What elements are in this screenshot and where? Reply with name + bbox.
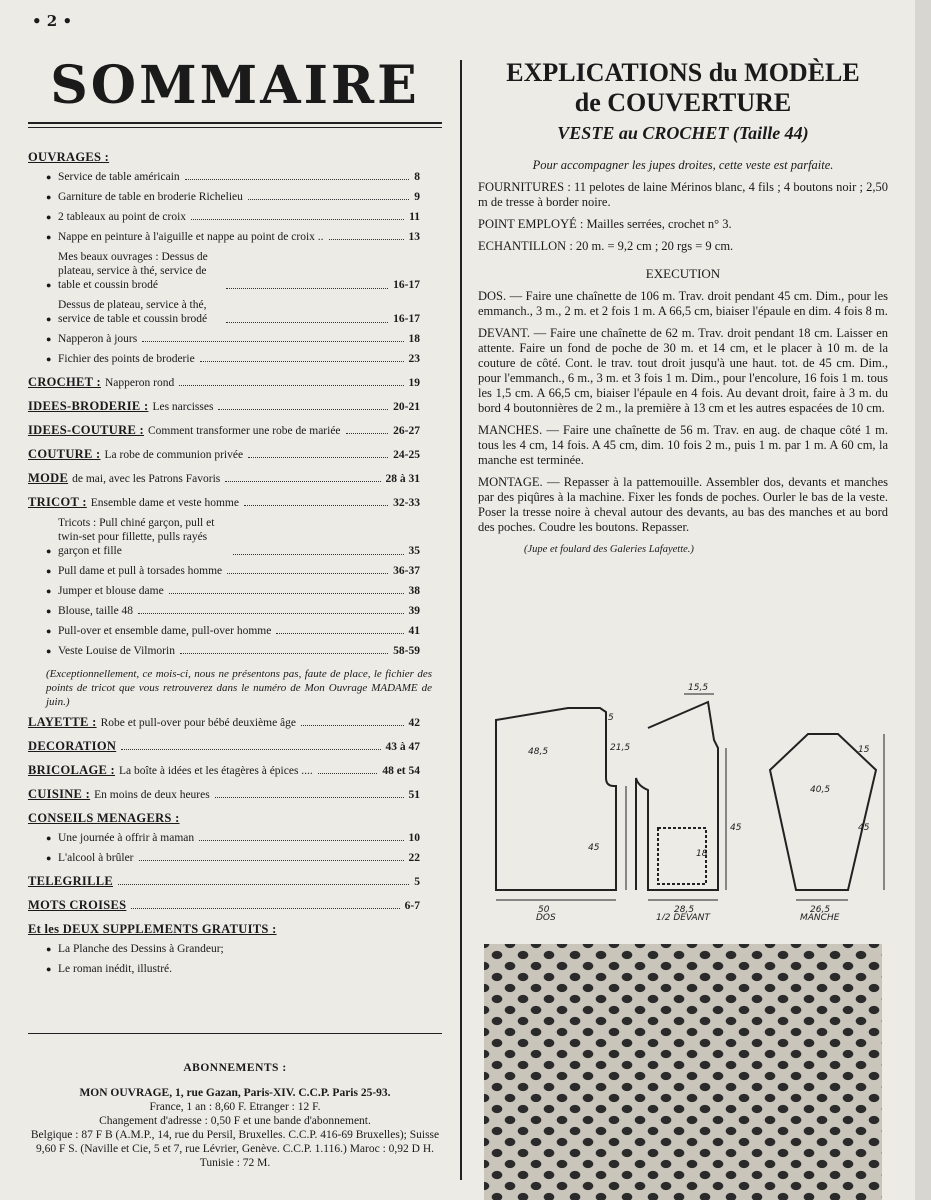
toc-page-number: 51: [408, 789, 420, 801]
execution-heading: EXECUTION: [645, 266, 721, 281]
explanations-body: [478, 158, 888, 557]
devant-paragraph: [478, 326, 888, 416]
page-number: • 2 •: [32, 12, 73, 30]
toc-section-heading: DECORATION: [28, 739, 117, 753]
toc-page-number: 28 à 31: [385, 473, 420, 485]
toc-item: [46, 959, 442, 979]
toc-section-text: Comment transformer une robe de mariée: [147, 425, 341, 437]
toc-page-number: 23: [408, 353, 420, 365]
toc-page-number: 10: [408, 832, 420, 844]
bullet-icon: ●: [46, 192, 52, 202]
toc-item-text: La Planche des Dessins à Grandeur;: [58, 943, 224, 955]
echantillon-label: ECHANTILLON: [478, 239, 567, 253]
dim-45-manche: 45: [858, 823, 870, 833]
toc-section-row: [28, 896, 442, 916]
point-paragraph: [478, 217, 888, 232]
echantillon-paragraph: [478, 239, 888, 254]
intro-text: Pour accompagner les jupes droites, cette veste est parfaite.: [532, 158, 834, 172]
toc-leader-dots: [301, 725, 403, 726]
bullet-icon: ●: [46, 172, 52, 182]
toc-item-text: L'alcool à brûler: [58, 852, 134, 864]
toc-leader-dots: [142, 341, 403, 342]
toc-section: [28, 445, 442, 465]
toc-leader-dots: [185, 179, 410, 180]
explanations-subtitle: VESTE au CROCHET (Taille 44): [557, 123, 809, 143]
devant-label: DEVANT.: [478, 326, 530, 340]
toc-section-heading: CROCHET :: [28, 375, 101, 389]
toc-page-number: 48 et 54: [382, 765, 420, 777]
toc-page-number: 39: [408, 605, 420, 617]
toc-page-number: 13: [408, 231, 420, 243]
subscriptions-line: France, 1 an : 8,60 F. Etranger : 12 F.: [149, 1101, 321, 1113]
dim-50: 50: [538, 905, 550, 915]
toc-page-number: 18: [408, 333, 420, 345]
toc-section-row: [28, 148, 442, 167]
page-edge: [915, 0, 931, 1200]
toc-section-text: Napperon rond: [104, 377, 175, 389]
toc-leader-dots: [138, 613, 403, 614]
toc-page-number: 24-25: [393, 449, 420, 461]
subscriptions-line: Changement d'adresse : 0,50 F et une bande d'abonnement.: [99, 1115, 371, 1127]
toc-page-number: 16-17: [393, 313, 420, 325]
label-manche: MANCHE: [800, 913, 840, 920]
crochet-stitch-photo: [484, 944, 882, 1200]
toc-section: [28, 469, 442, 489]
summary-title: SOMMAIRE: [50, 55, 420, 116]
explanations-column: [478, 58, 888, 557]
fournitures-text: : 11 pelotes de laine Mérinos blanc, 4 fils ; 4 boutons noir ; 2,50 m de tresse à border noire.: [478, 180, 888, 209]
toc-section-heading: MODE: [28, 471, 69, 485]
toc-section: [28, 373, 442, 393]
bullet-icon: ●: [46, 626, 52, 636]
toc-page-number: 32-33: [393, 497, 420, 509]
toc-leader-dots: [200, 361, 404, 362]
toc-section-text: La robe de communion privée: [104, 449, 244, 461]
label-devant: 1/2 DEVANT: [656, 913, 710, 920]
toc-page-number: 6-7: [404, 900, 420, 912]
toc-page-number: 20-21: [393, 401, 420, 413]
toc-page-number: 11: [409, 211, 420, 223]
title-rule-thin: [28, 127, 442, 128]
dos-text: — Faire une chaînette de 106 m. Trav. droit pendant 45 cm. Dim., pour les emmanch., 3 m., 2 m. et 2 fois 1 m. A 66,5 cm, biaiser l'épaule en dim. 4 fois 8 m.: [478, 289, 888, 318]
toc-item-text: Jumper et blouse dame: [58, 585, 164, 597]
toc-item: [46, 227, 442, 247]
toc-section-row: [28, 761, 442, 781]
toc-section-row: [28, 872, 442, 892]
dim-15-5: 15,5: [688, 683, 709, 693]
toc-section-row: [28, 445, 442, 465]
toc-page-number: 42: [408, 717, 420, 729]
toc-leader-dots: [180, 653, 388, 654]
toc-page-number: 36-37: [393, 565, 420, 577]
toc-section-row: [28, 397, 442, 417]
manches-paragraph: [478, 423, 888, 468]
toc-item: [46, 939, 442, 959]
dim-28-5: 28,5: [674, 905, 695, 915]
summary-column: [28, 50, 442, 979]
toc-item-text: Mes beaux ouvrages : Dessus de plateau, service à thé, service de table et coussin brodé: [58, 251, 208, 291]
montage-text: — Repasser à la pattemouille. Assembler dos, devants et manches par des piqûres à la machine. Fixer les fonds de poches. Ourler le bas de la veste. Poser la tresse noire à cheval autour des devants, au bas des manches et au bord des poches. Coudre les boutons. Repasser.: [478, 475, 888, 534]
bullet-icon: ●: [46, 546, 52, 556]
toc-leader-dots: [226, 288, 389, 289]
title-rule: [28, 122, 442, 124]
subscriptions-rule: [28, 1033, 442, 1034]
toc-section-row: [28, 785, 442, 805]
toc-item: [46, 621, 442, 641]
toc-item-list: [46, 939, 442, 979]
toc-leader-dots: [346, 433, 389, 434]
toc-page-number: 5: [414, 876, 420, 888]
toc-section-heading: BRICOLAGE :: [28, 763, 115, 777]
toc-section: [28, 421, 442, 441]
toc-section-row: [28, 373, 442, 393]
bullet-icon: ●: [46, 964, 52, 974]
toc-section: [28, 737, 442, 757]
bullet-icon: ●: [46, 944, 52, 954]
toc-item: [46, 207, 442, 227]
dos-piece: [496, 708, 616, 890]
toc-leader-dots: [199, 840, 403, 841]
bullet-icon: ●: [46, 586, 52, 596]
toc-leader-dots: [139, 860, 404, 861]
dim-21-5: 21,5: [610, 743, 631, 753]
toc-item: [46, 167, 442, 187]
toc-section: [28, 148, 442, 369]
toc-section-heading: COUTURE :: [28, 447, 101, 461]
toc-item-list: [46, 828, 442, 868]
toc-item-text: Le roman inédit, illustré.: [58, 963, 173, 975]
subscriptions-title: ABONNEMENTS :: [183, 1062, 287, 1074]
bullet-icon: ●: [46, 232, 52, 242]
point-text: : Mailles serrées, crochet n° 3.: [576, 217, 732, 231]
toc-leader-dots: [225, 481, 380, 482]
toc-page-number: 41: [408, 625, 420, 637]
toc-leader-dots: [218, 409, 388, 410]
toc-leader-dots: [215, 797, 404, 798]
manche-piece: [770, 734, 876, 890]
toc-item-text: Service de table américain: [58, 171, 180, 183]
toc-leader-dots: [329, 239, 404, 240]
label-dos: DOS: [536, 913, 556, 920]
toc-item: [46, 329, 442, 349]
toc-section: [28, 785, 442, 805]
toc-item-text: Pull-over et ensemble dame, pull-over homme: [58, 625, 272, 637]
toc-item: [46, 247, 442, 295]
toc-section-heading: IDEES-BRODERIE :: [28, 399, 149, 413]
toc-section-row: [28, 737, 442, 757]
bullet-icon: ●: [46, 646, 52, 656]
toc-page-number: 9: [414, 191, 420, 203]
dos-label: DOS.: [478, 289, 507, 303]
toc-leader-dots: [248, 199, 409, 200]
toc-item-text: Tricots : Pull chiné garçon, pull et twin-set pour fillette, pulls rayés garçon et fille: [58, 517, 215, 557]
subscriptions-block: [28, 1030, 442, 1170]
toc-item: [46, 641, 442, 661]
bullet-icon: ●: [46, 833, 52, 843]
toc-section-heading: MOTS CROISES: [28, 898, 127, 912]
toc-item-text: Veste Louise de Vilmorin: [58, 645, 175, 657]
toc-item: [46, 561, 442, 581]
toc-item-text: Nappe en peinture à l'aiguille et nappe au point de croix ..: [58, 231, 324, 243]
toc-leader-dots: [118, 884, 409, 885]
toc-section-text: de mai, avec les Patrons Favoris: [72, 473, 221, 485]
toc-leader-dots: [318, 773, 378, 774]
dim-15: 15: [858, 745, 870, 755]
toc-section-text: La boîte à idées et les étagères à épices ....: [119, 765, 313, 777]
toc-section-text: Robe et pull-over pour bébé deuxième âge: [100, 717, 297, 729]
toc-section-row: [28, 920, 442, 939]
toc-item-text: 2 tableaux au point de croix: [58, 211, 187, 223]
toc-section-text: Les narcisses: [152, 401, 214, 413]
explanations-title: EXPLICATIONS du MODÈLE: [506, 58, 860, 87]
explanations-title-line2: de COUVERTURE: [574, 88, 792, 117]
toc-section-row: [28, 713, 442, 733]
toc-leader-dots: [227, 573, 388, 574]
toc-leader-dots: [248, 457, 388, 458]
table-of-contents: [28, 148, 442, 979]
toc-item: [46, 601, 442, 621]
toc-item: [46, 187, 442, 207]
toc-section-text: Ensemble dame et veste homme: [90, 497, 239, 509]
toc-section-heading: IDEES-COUTURE :: [28, 423, 144, 437]
toc-section-heading: CUISINE :: [28, 787, 91, 801]
pattern-diagram: [488, 680, 888, 920]
toc-section-heading: TELEGRILLE: [28, 874, 113, 888]
manches-text: — Faire une chaînette de 56 m. Trav. en aug. de chaque côté 1 m. tous les 4 cm, 14 fois. A 45 cm, dim. 10 fois 2 m., puis 1 m. par 1 m. A 60 cm, la manche est terminée.: [478, 423, 888, 467]
toc-section-row: [28, 493, 442, 513]
toc-section: [28, 896, 442, 916]
subscriptions-line: Belgique : 87 F B (A.M.P., 14, rue du Persil, Bruxelles. C.C.P. 416-69 Bruxelles); Suisse 9,60 F S. (Naville et Cie, 5 et 7, rue Lévrier, Genève. C.C.P. 1.116.) Maroc : 0,92 D H. Tunisie : 72 M.: [30, 1129, 440, 1169]
toc-page-number: 35: [408, 545, 420, 557]
toc-page-number: 22: [408, 852, 420, 864]
toc-item: [46, 581, 442, 601]
toc-item: [46, 295, 442, 329]
toc-item-text: Napperon à jours: [58, 333, 138, 345]
devant-piece: [636, 702, 718, 890]
toc-page-number: 16-17: [393, 279, 420, 291]
bullet-icon: ●: [46, 354, 52, 364]
fournitures-label: FOURNITURES: [478, 180, 565, 194]
toc-leader-dots: [244, 505, 388, 506]
dos-paragraph: [478, 289, 888, 319]
dim-48-5: 48,5: [528, 747, 549, 757]
toc-section: [28, 809, 442, 868]
toc-item-text: Pull dame et pull à torsades homme: [58, 565, 223, 577]
fournitures-paragraph: [478, 180, 888, 210]
toc-section: [28, 872, 442, 892]
credit-text: (Jupe et foulard des Galeries Lafayette.): [524, 544, 694, 555]
toc-item-text: Une journée à offrir à maman: [58, 832, 195, 844]
toc-item: [46, 349, 442, 369]
toc-item: [46, 828, 442, 848]
toc-item-list: [46, 167, 442, 369]
bullet-icon: ●: [46, 853, 52, 863]
montage-label: MONTAGE.: [478, 475, 543, 489]
pattern-diagram-svg: [488, 680, 888, 920]
toc-leader-dots: [226, 322, 389, 323]
toc-item: [46, 513, 442, 561]
bullet-icon: ●: [46, 280, 52, 290]
toc-leader-dots: [233, 554, 403, 555]
toc-item-text: Fichier des points de broderie: [58, 353, 195, 365]
point-label: POINT EMPLOYÉ: [478, 217, 577, 231]
toc-item: [46, 848, 442, 868]
bullet-icon: ●: [46, 566, 52, 576]
toc-page-number: 43 à 47: [385, 741, 420, 753]
dimension-lines: [496, 694, 884, 900]
subscriptions-line: MON OUVRAGE, 1, rue Gazan, Paris-XIV. C.C.P. Paris 25-93.: [79, 1087, 391, 1099]
bullet-icon: ●: [46, 212, 52, 222]
toc-section: [28, 713, 442, 733]
bullet-icon: ●: [46, 606, 52, 616]
toc-section: [28, 397, 442, 417]
toc-leader-dots: [131, 908, 399, 909]
dim-18: 18: [696, 849, 708, 859]
toc-leader-dots: [276, 633, 403, 634]
toc-section-row: [28, 421, 442, 441]
toc-page-number: 19: [408, 377, 420, 389]
dim-26-5: 26,5: [810, 905, 831, 915]
toc-leader-dots: [191, 219, 404, 220]
toc-section-heading: TRICOT :: [28, 495, 87, 509]
toc-leader-dots: [179, 385, 403, 386]
column-divider: [460, 60, 462, 1180]
toc-item-text: Dessus de plateau, service à thé, service de table et coussin brodé: [58, 299, 208, 325]
dim-40-5: 40,5: [810, 785, 831, 795]
toc-leader-dots: [169, 593, 404, 594]
tricot-note: (Exceptionnellement, ce mois-ci, nous ne présentons pas, faute de place, le fichier des points de tricot que vous retrouverez dans le numéro de Mon Ouvrage MADAME de juin.): [46, 668, 432, 708]
toc-section-heading: OUVRAGES :: [28, 150, 110, 164]
dim-5: 5: [608, 713, 614, 723]
toc-page-number: 8: [414, 171, 420, 183]
toc-page-number: 58-59: [393, 645, 420, 657]
toc-page-number: 26-27: [393, 425, 420, 437]
toc-section-heading: LAYETTE :: [28, 715, 97, 729]
toc-section-heading: CONSEILS MENAGERS :: [28, 811, 180, 825]
toc-item-text: Garniture de table en broderie Richelieu: [58, 191, 243, 203]
toc-section: [28, 493, 442, 709]
toc-leader-dots: [121, 749, 380, 750]
montage-paragraph: [478, 475, 888, 535]
devant-text: — Faire une chaînette de 62 m. Trav. droit pendant 18 cm. Laisser en attente. Faire un fond de poche de 30 m. et 14 cm, et le placer à 10 m. de la couture de côté. Cont. le trav. tout droit jusqu'à une haut. tot. de 45 cm. Dim., pour l'emmanch., 6 m., 3 m. et 3 fois 1 m. Dim., pour l'encolure, 16 fois 1 m. tous les 1,5 cm. A 66,5 cm, biaiser l'épaule en 4 fois. Au devant droit, faire à 3 m. du bord 4 boutonnières de 2 m., la première à 13 cm et les autres espacées de 10 cm.: [478, 326, 888, 415]
toc-section-heading: Et les DEUX SUPPLEMENTS GRATUITS :: [28, 922, 277, 936]
toc-section-row: [28, 469, 442, 489]
toc-section: [28, 920, 442, 979]
bullet-icon: ●: [46, 314, 52, 324]
toc-section-text: En moins de deux heures: [94, 789, 210, 801]
echantillon-text: : 20 m. = 9,2 cm ; 20 rgs = 9 cm.: [566, 239, 734, 253]
bullet-icon: ●: [46, 334, 52, 344]
manches-label: MANCHES.: [478, 423, 543, 437]
toc-section-row: [28, 809, 442, 828]
dim-45-devant: 45: [730, 823, 742, 833]
toc-page-number: 38: [408, 585, 420, 597]
toc-section: [28, 761, 442, 781]
toc-item-text: Blouse, taille 48: [58, 605, 134, 617]
dim-45-dos: 45: [588, 843, 600, 853]
toc-item-list: [46, 513, 442, 661]
